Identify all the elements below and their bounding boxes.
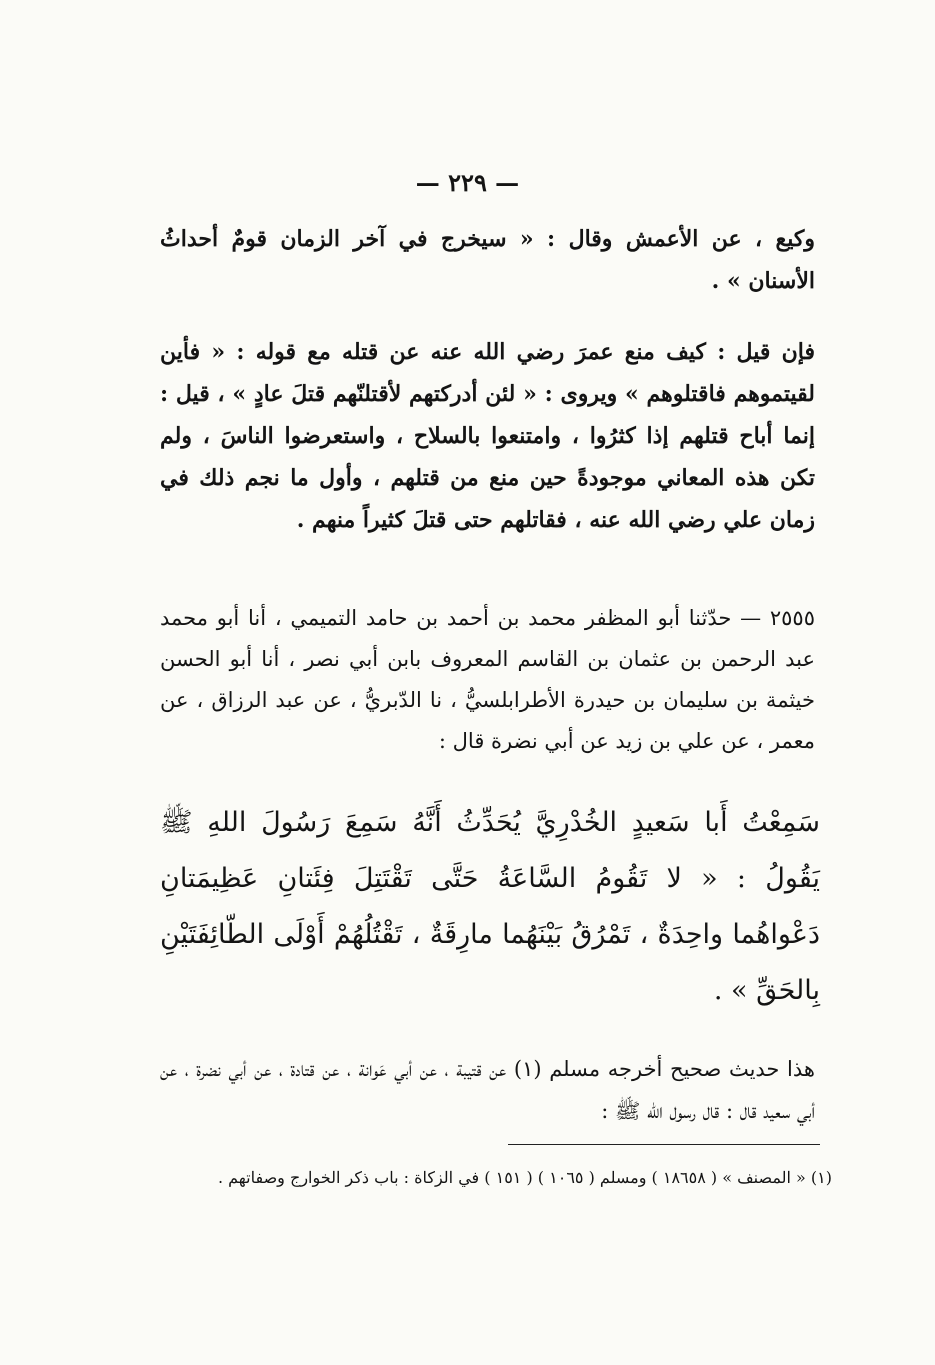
footnote: (١) « المصنف » ( ١٨٦٥٨ ) ومسلم ( ١٠٦٥ ) ( ١٥١ ) في الزكاة : باب ذكر الخوارج وصفاتهم . (217, 1168, 832, 1187)
page-number: — ٢٢٩ — (415, 168, 520, 197)
paragraph-isnad: ٢٥٥٥ — حدّثنا أبو المظفر محمد بن أحمد بن حامد التميمي ، أنا أبو محمد عبد الرحمن بن عثمان بن القاسم المعروف بابن أبي نصر ، أنا أبو الحسن خيثمة بن سليمان بن حيدرة الأطرابلسيُّ ، نا الدّبريُّ ، عن عبد الرزاق ، عن معمر ، عن علي بن زيد عن أبي نضرة قال : (160, 606, 815, 753)
paragraph-takhrij: هذا حديث صحيح أخرجه مسلم (١) عن قتيبة ، عن أبي عَوانة ، عن قتادة ، عن أبي نضرة ، عن أبي سعيد قال : قال رسول الله ﷺ : (160, 1057, 815, 1123)
paragraph-intro: وكيع ، عن الأعمش وقال : « سيخرج في آخر الزمان قومٌ أحداثُ الأسنان » . (160, 226, 815, 294)
paragraph-question: فإن قيل : كيف منع عمرَ رضي الله عنه عن قتله مع قوله : « فأين لقيتموهم فاقتلوهم » ويروى : « لئن أدركتهم لأقتلنّهم قتلَ عادٍ » ، قيل : إنما أباح قتلهم إذا كثرُوا ، وامتنعوا بالسلاح ، واستعرضوا الناسَ ، ولم تكن هذه المعاني موجودةً حين منع من قتلهم ، وأول ما نجم ذلك في زمان علي رضي الله عنه ، فقاتلهم حتى قتلَ كثيراً منهم . (160, 339, 815, 533)
footnote-divider (508, 1144, 820, 1145)
hadith-text: سَمِعْتُ أَبا سَعيدٍ الخُدْرِيَّ يُحَدِّثُ أَنَّهُ سَمِعَ رَسُولَ اللهِ ﷺ يَقُولُ : « لا تَقُومُ السَّاعَةُ حَتَّى تَقْتَتِلَ فِئَتانِ عَظِيمَتانِ دَعْواهُما واحِدَةٌ ، تَمْرُقُ بَيْنَهُما مارِقَةٌ ، تَقْتُلُهُمْ أَوْلَى الطّائِفَتَيْنِ بِالحَقِّ » . (160, 807, 820, 1006)
